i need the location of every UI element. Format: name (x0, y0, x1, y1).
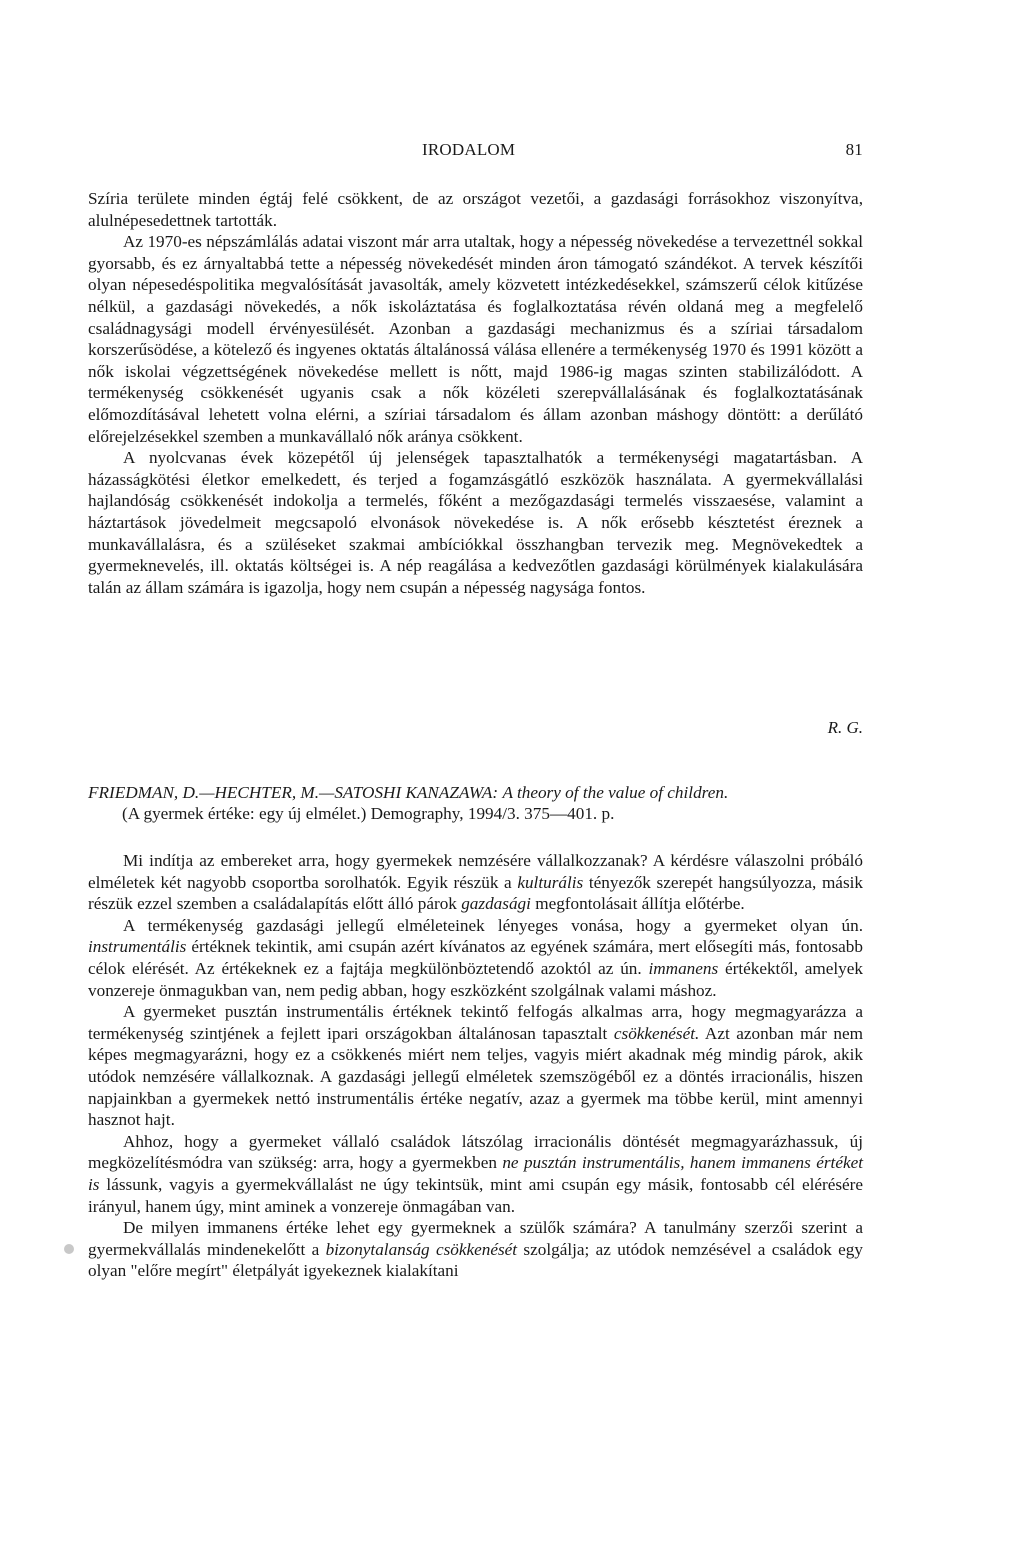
intro-paragraph: A nyolcvanas évek közepétől új jelenségek tapasztalhatók a termékenységi magatartásban. A házasságkötési életkor emelkedett, és terjed a fogamzásgátló eszközök használata. A gyermekvállalási hajlandóság csökkenését indokolja a termelés, főként a mezőgazdasági termelés visszaesése, valamint a háztartások jövedelmeit megcsapoló elvonások növekedése is. A nők erősebb késztetést éreznek a munkavállalásra, és a szüléseket szakmai ambíciókkal összhangban tervezik meg. Megnövekedtek a gyermeknevelés, ill. oktatás költségei is. A nép reagálása a kedvezőtlen gazdasági körülmények kialakulására talán az állam számára is igazolja, hogy nem csupán a népesség nagysága fontos. (88, 448, 863, 597)
review-paragraph: De milyen immanens értéke lehet egy gyermeknek a szülők számára? A tanulmány szerzői szerint a gyermekvállalás mindenekelőtt a bizonytalanság csökkenését szolgálja; az utódok nemzésével a családok egy olyan "előre megírt" életpályát igyekeznek kialakítani (88, 1218, 863, 1281)
bibliographic-reference (88, 782, 863, 824)
running-header (88, 140, 863, 166)
emphasis: gazdasági (461, 894, 531, 914)
reference-translation: (A gyermek értéke: egy új elmélet.) Demography, 1994/3. 375—401. p. (122, 804, 615, 823)
intro-paragraph: Az 1970-es népszámlálás adatai viszont már arra utaltak, hogy a népesség növekedése a tervezettnél sokkal gyorsabb, és ez árnyaltabbá tette a népesség növekedését minden áron támogató szándékot. A tervek készítői olyan népesedéspolitika megvalósítását javasolták, amely közvetett intézkedésekkel, számszerű célok kitűzése nélkül, a gazdasági növekedés, a nők iskoláztatása és foglalkoztatása révén oldaná meg a megfelelő családnagysági modell érvényesülését. Azonban a gazdasági mechanizmus és a szíriai társadalom korszerűsödése, a kötelező és ingyenes oktatás általánossá válása ellenére a termékenység 1970 és 1991 között a nők iskolai végzettségének növekedése mellett is nőtt, majd 1986-ig magas szinten stabilizálódott. A termékenység csökkenését ugyanis csak a nők közéleti szerepvállalásának és foglalkoztatásának előmozdításával lehetett volna elérni, a szíriai társadalom és állam azonban máshogy döntött: a derűlátó előrejelzésekkel szemben a munkavállaló nők aránya csökkent. (88, 232, 863, 446)
review-paragraph: Mi indítja az embereket arra, hogy gyermekek nemzésére vállalkozzanak? A kérdésre válaszolni próbáló elméletek két nagyobb csoportba sorolhatók. Egyik részük a kulturális tényezők szerepét hangsúlyozza, másik részük ezzel szemben a családalapítás előtt álló párok gazdasági megfontolásait állítja előtérbe. (88, 851, 863, 914)
reference-line (88, 782, 863, 803)
author-signature: R. G. (827, 718, 863, 737)
page-number: 81 (845, 140, 863, 159)
reference-authors: FRIEDMAN, D.—HECHTER, M.—SATOSHI KANAZAWA: (88, 783, 499, 802)
review-paragraph: A gyermeket pusztán instrumentális értéknek tekintő felfogás alkalmas arra, hogy megmagyarázza a termékenység szintjének a fejlett ipari országokban általánosan tapasztalt csökkenését. Azt azonban már nem képes megmagyarázni, hogy ez a csökkenés miért nem teljes, vagyis miért akadnak még mindig párok, akik utódok nemzésére vállalkoznak. A gazdasági jellegű elméletek szemszögéből ez a döntés irracionális, hiszen napjainkban a gyermekek nettó instrumentális értéke negatív, azaz a gyermek ma többe kerül, mint amennyi hasznot hajt. (88, 1002, 863, 1130)
review-paragraph: A termékenység gazdasági jellegű elméleteinek lényeges vonása, hogy a gyermeket olyan ún. instrumentális értéknek tekintik, ami csupán azért kívánatos az egyének számára, mert elősegíti más, fontosabb célok elérését. Az értékeknek ez a fajtája megkülönböztetendő azoktól az ún. immanens értékektől, amelyek vonzereje önmagukban van, nem pedig abban, hogy eszközként szolgálnak valami máshoz. (88, 915, 864, 1000)
intro-paragraph: Szíria területe minden égtáj felé csökkent, de az országot vezetői, a gazdasági forrásokhoz viszonyítva, alulnépesedettnek tartották. (88, 189, 863, 230)
emphasis: instrumentális (88, 937, 187, 957)
reference-title: A theory of the value of children. (502, 783, 729, 802)
emphasis: immanens (648, 958, 719, 978)
emphasis: kulturális (517, 872, 584, 892)
scan-speck (64, 1244, 74, 1254)
intro-text (88, 188, 863, 598)
emphasis: ne pusztán instrumentális, hanem immanens értéket is (88, 1153, 863, 1194)
review-paragraph: Ahhoz, hogy a gyermeket vállaló családok látszólag irracionális döntését megmagyarázhassuk, új megközelítésmódra van szükség: arra, hogy a gyermekben ne pusztán instrumentális, hanem immanens értéket is lássunk, vagyis a gyermekvállalást ne úgy tekintsük, mint ami csupán egy másik, fontosabb cél elérésére irányul, hanem úgy, mint aminek a vonzereje önmagában van. (88, 1131, 863, 1216)
emphasis: csökkenését. (613, 1023, 700, 1043)
emphasis: bizonytalanság csökkenését (325, 1239, 518, 1259)
section-title: IRODALOM (422, 140, 516, 159)
review-text (88, 850, 863, 1282)
